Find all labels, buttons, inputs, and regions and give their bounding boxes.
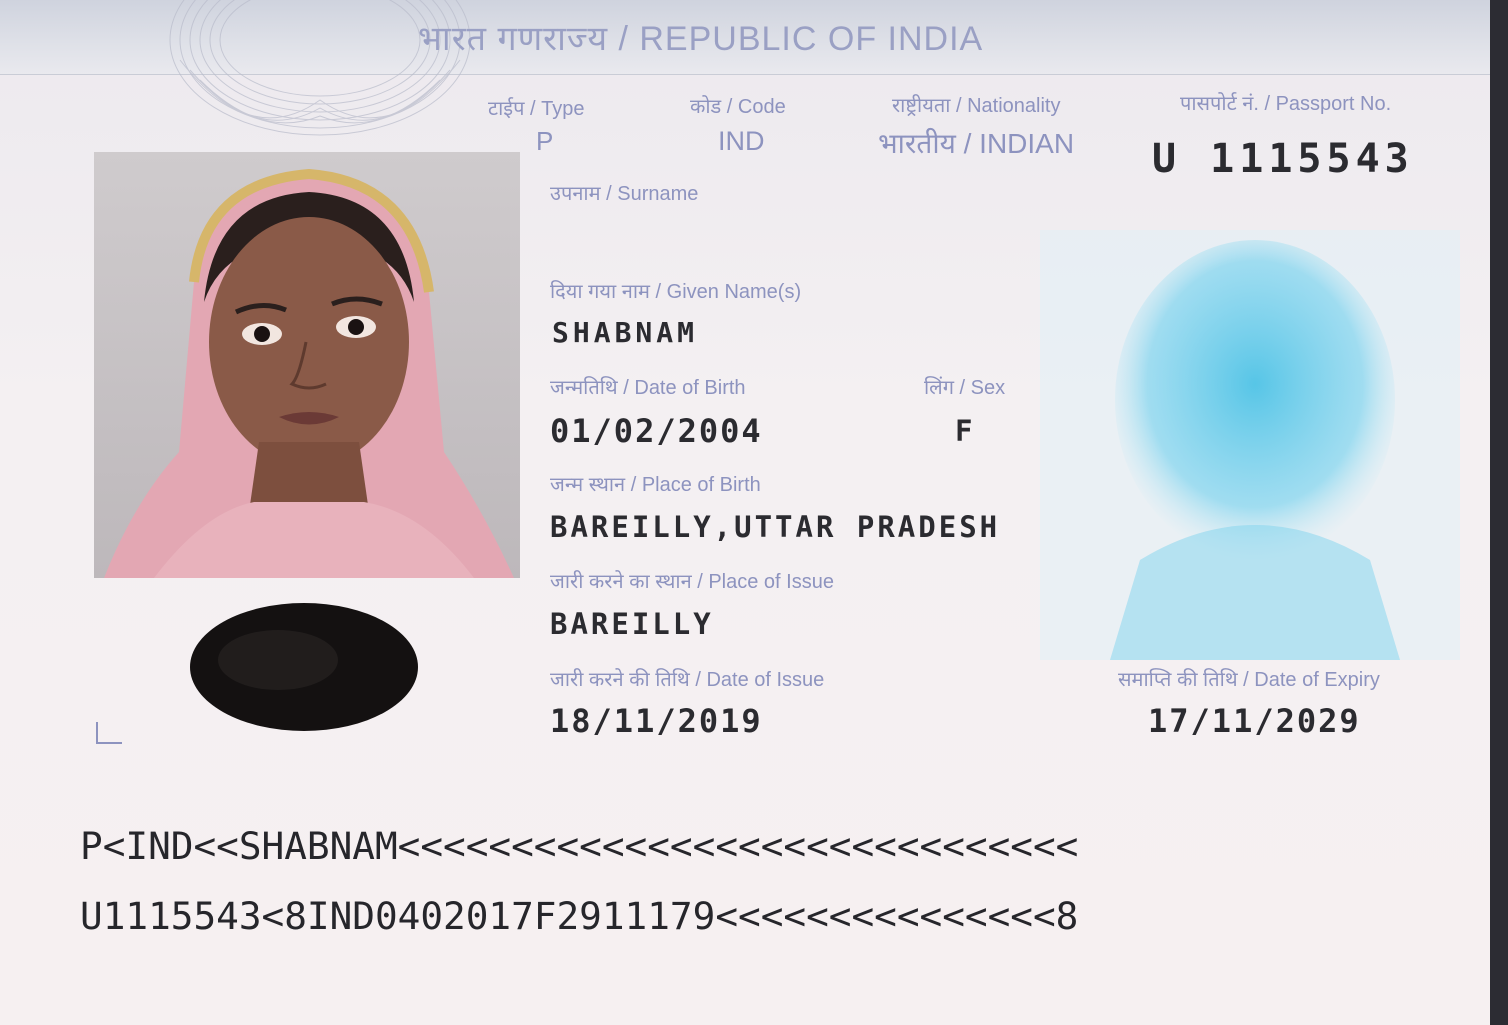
place-of-birth-value: BAREILLY,UTTAR PRADESH — [550, 510, 1001, 544]
ghost-image — [1040, 230, 1460, 660]
date-of-issue-label: जारी करने की तिथि / Date of Issue — [550, 669, 825, 691]
passport-no-label: पासपोर्ट नं. / Passport No. — [1180, 93, 1392, 115]
corner-mark — [96, 722, 122, 744]
mrz-line-1: P<IND<<SHABNAM<<<<<<<<<<<<<<<<<<<<<<<<<<<<<< — [80, 824, 1079, 868]
code-value: IND — [718, 126, 765, 156]
code-label: कोड / Code — [690, 96, 786, 118]
place-of-birth-label: जन्म स्थान / Place of Birth — [550, 474, 761, 496]
sex-value: F — [955, 414, 973, 448]
passport-no-value: U 1115543 — [1152, 136, 1414, 182]
surname-label: उपनाम / Surname — [550, 183, 699, 205]
mrz-line-2: U1115543<8IND0402017F2911179<<<<<<<<<<<<<<<8 — [80, 894, 1079, 938]
date-of-issue-value: 18/11/2019 — [550, 702, 763, 740]
nationality-value: भारतीय / INDIAN — [878, 128, 1075, 159]
country-title: भारत गणराज्य / REPUBLIC OF INDIA — [418, 20, 984, 58]
given-names-label: दिया गया नाम / Given Name(s) — [550, 281, 802, 303]
date-of-expiry-value: 17/11/2029 — [1148, 702, 1361, 740]
date-of-expiry-label: समाप्ति की तिथि / Date of Expiry — [1118, 669, 1380, 691]
place-of-issue-value: BAREILLY — [550, 607, 714, 641]
dob-label: जन्मतिथि / Date of Birth — [550, 377, 746, 399]
place-of-issue-label: जारी करने का स्थान / Place of Issue — [550, 571, 834, 593]
sex-label: लिंग / Sex — [924, 377, 1006, 399]
holder-signature-redacted — [188, 600, 420, 734]
type-label: टाईप / Type — [488, 98, 585, 120]
page-edge — [1490, 0, 1508, 1025]
nationality-label: राष्ट्रीयता / Nationality — [892, 95, 1061, 117]
type-value: P — [536, 126, 554, 156]
holder-photo — [94, 152, 520, 578]
dob-value: 01/02/2004 — [550, 412, 763, 450]
given-names-value: SHABNAM — [552, 316, 699, 349]
